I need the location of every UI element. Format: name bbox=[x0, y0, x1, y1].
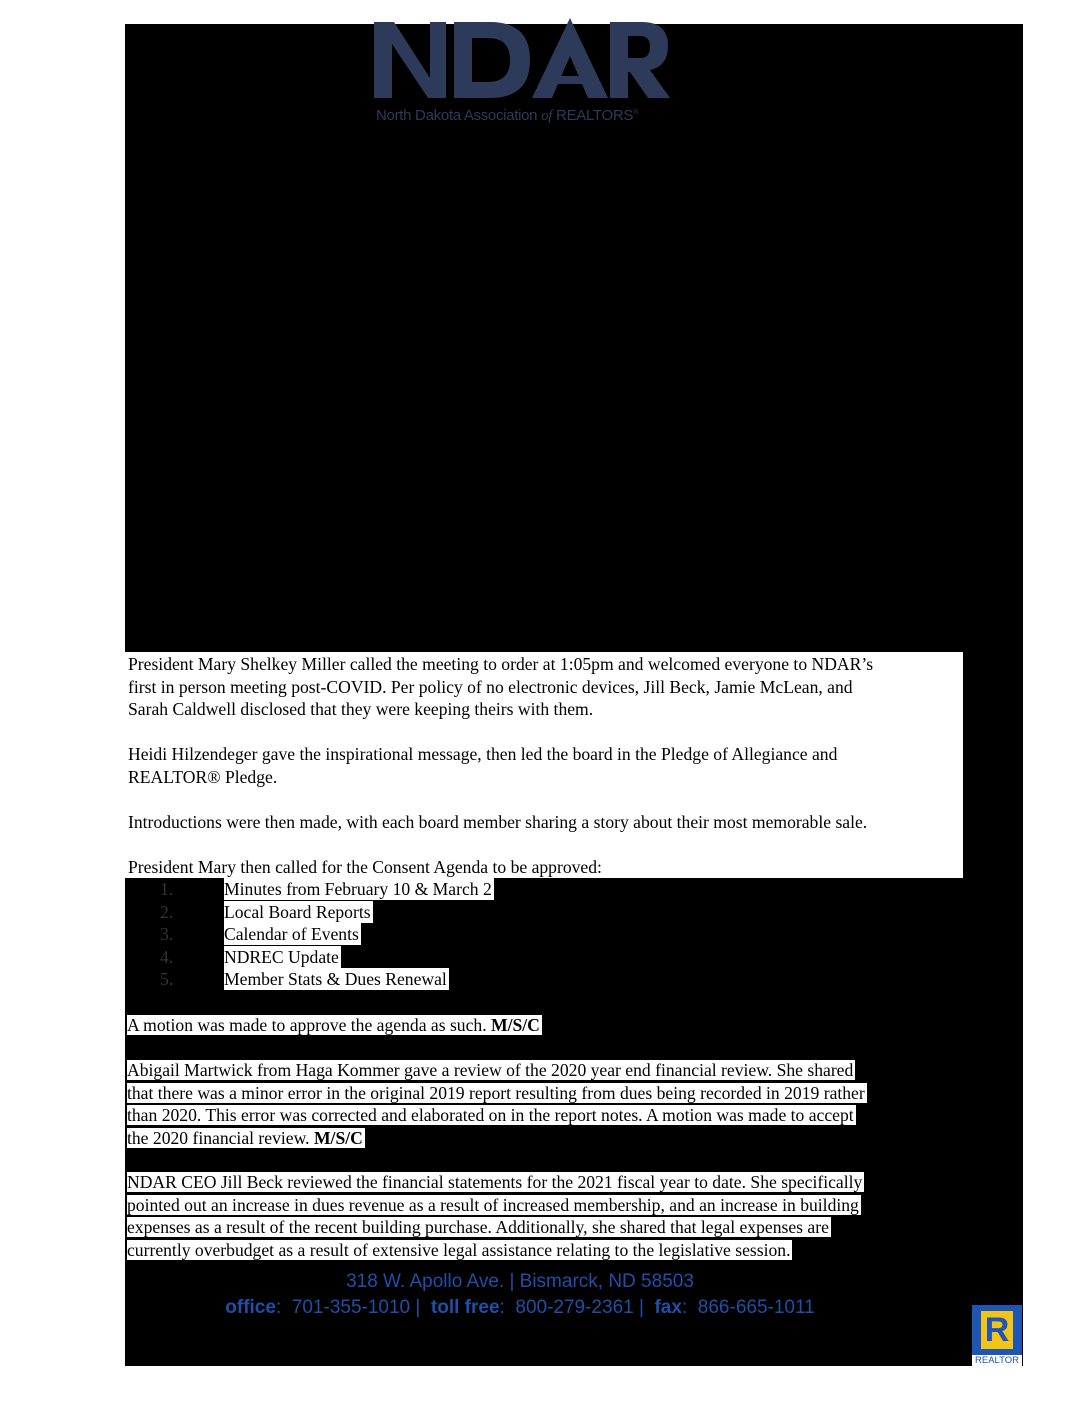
list-text: Member Stats & Dues Renewal bbox=[224, 969, 447, 989]
list-text: Calendar of Events bbox=[224, 924, 359, 944]
paragraph-line: first in person meeting post-COVID. Per policy of no electronic devices, Jill Beck, Jamie McLean, and bbox=[128, 676, 853, 697]
ceo-review-paragraph bbox=[127, 1171, 864, 1261]
motion-result: M/S/C bbox=[313, 1127, 363, 1148]
consent-agenda-intro bbox=[128, 856, 602, 879]
paragraph-line: REALTOR® Pledge. bbox=[128, 766, 278, 787]
paragraph-line bbox=[127, 1127, 867, 1150]
paragraph-line: pointed out an increase in dues revenue as a result of increased membership, and an increase in building bbox=[127, 1194, 859, 1215]
footer-address: 318 W. Apollo Ave. | Bismarck, ND 58503 bbox=[346, 1271, 694, 1292]
paragraph-line: NDAR CEO Jill Beck reviewed the financial statements for the 2021 fiscal year to date. She specifically bbox=[127, 1172, 863, 1192]
agenda-motion-paragraph bbox=[127, 1014, 542, 1037]
list-number: 1. bbox=[160, 879, 174, 899]
list-number: 2. bbox=[160, 902, 174, 922]
list-number: 5. bbox=[160, 969, 174, 989]
logo-subtitle: North Dakota Association of REALTORS® bbox=[376, 107, 638, 124]
paragraph-line: Abigail Martwick from Haga Kommer gave a review of the 2020 year end financial review. She shared bbox=[127, 1060, 854, 1080]
list-text: Minutes from February 10 & March 2 bbox=[224, 879, 492, 899]
fax-number: 866-665-1011 bbox=[697, 1297, 815, 1318]
list-text: Local Board Reports bbox=[224, 902, 371, 922]
paragraph-line: currently overbudget as a result of extensive legal assistance relating to the legislative session. bbox=[127, 1239, 791, 1260]
paragraph-line: than 2020. This error was corrected and elaborated on in the report notes. A motion was made to accept bbox=[127, 1105, 854, 1125]
office-label: office bbox=[225, 1297, 276, 1318]
ndar-logo bbox=[372, 16, 672, 108]
realtor-logo bbox=[972, 1305, 1022, 1367]
call-to-order-paragraph bbox=[128, 653, 873, 721]
motion-result: M/S/C bbox=[491, 1015, 540, 1035]
realtor-r-icon: R bbox=[972, 1305, 1022, 1355]
motion-text: A motion was made to approve the agenda as such. bbox=[127, 1015, 491, 1035]
paragraph-line: that there was a minor error in the original 2019 report resulting from dues being recorded in 2019 rather bbox=[127, 1082, 865, 1103]
paragraph-line: Heidi Hilzendeger gave the inspirational message, then led the board in the Pledge of Allegiance and bbox=[128, 744, 838, 764]
financial-review-paragraph bbox=[127, 1059, 867, 1149]
footer-contact: office: 701-355-1010 | toll free: 800-279-2361 | fax: 866-665-1011 bbox=[225, 1297, 815, 1318]
paragraph-line bbox=[127, 1014, 542, 1037]
paragraph-line: expenses as a result of the recent building purchase. Additionally, she shared that legal expenses are bbox=[127, 1217, 829, 1237]
fax-label: fax bbox=[654, 1297, 682, 1318]
tollfree-phone: 800-279-2361 bbox=[515, 1297, 634, 1318]
list-number: 3. bbox=[160, 924, 174, 944]
list-number: 4. bbox=[160, 947, 174, 967]
list-text: NDREC Update bbox=[224, 947, 339, 967]
office-phone: 701-355-1010 bbox=[291, 1297, 411, 1318]
paragraph-line: President Mary Shelkey Miller called the meeting to order at 1:05pm and welcomed everyone to NDAR’s bbox=[128, 654, 874, 674]
paragraph-line: Introductions were then made, with each board member sharing a story about their most memorable sale. bbox=[128, 812, 868, 832]
paragraph-line: Sarah Caldwell disclosed that they were keeping theirs with them. bbox=[128, 699, 594, 719]
motion-text: the 2020 financial review. bbox=[127, 1127, 314, 1148]
paragraph-line: President Mary then called for the Consent Agenda to be approved: bbox=[128, 857, 602, 877]
realtor-label: REALTOR bbox=[972, 1355, 1022, 1367]
introductions-paragraph bbox=[128, 811, 867, 834]
inspirational-message-paragraph bbox=[128, 743, 837, 788]
tollfree-label: toll free bbox=[430, 1297, 500, 1318]
